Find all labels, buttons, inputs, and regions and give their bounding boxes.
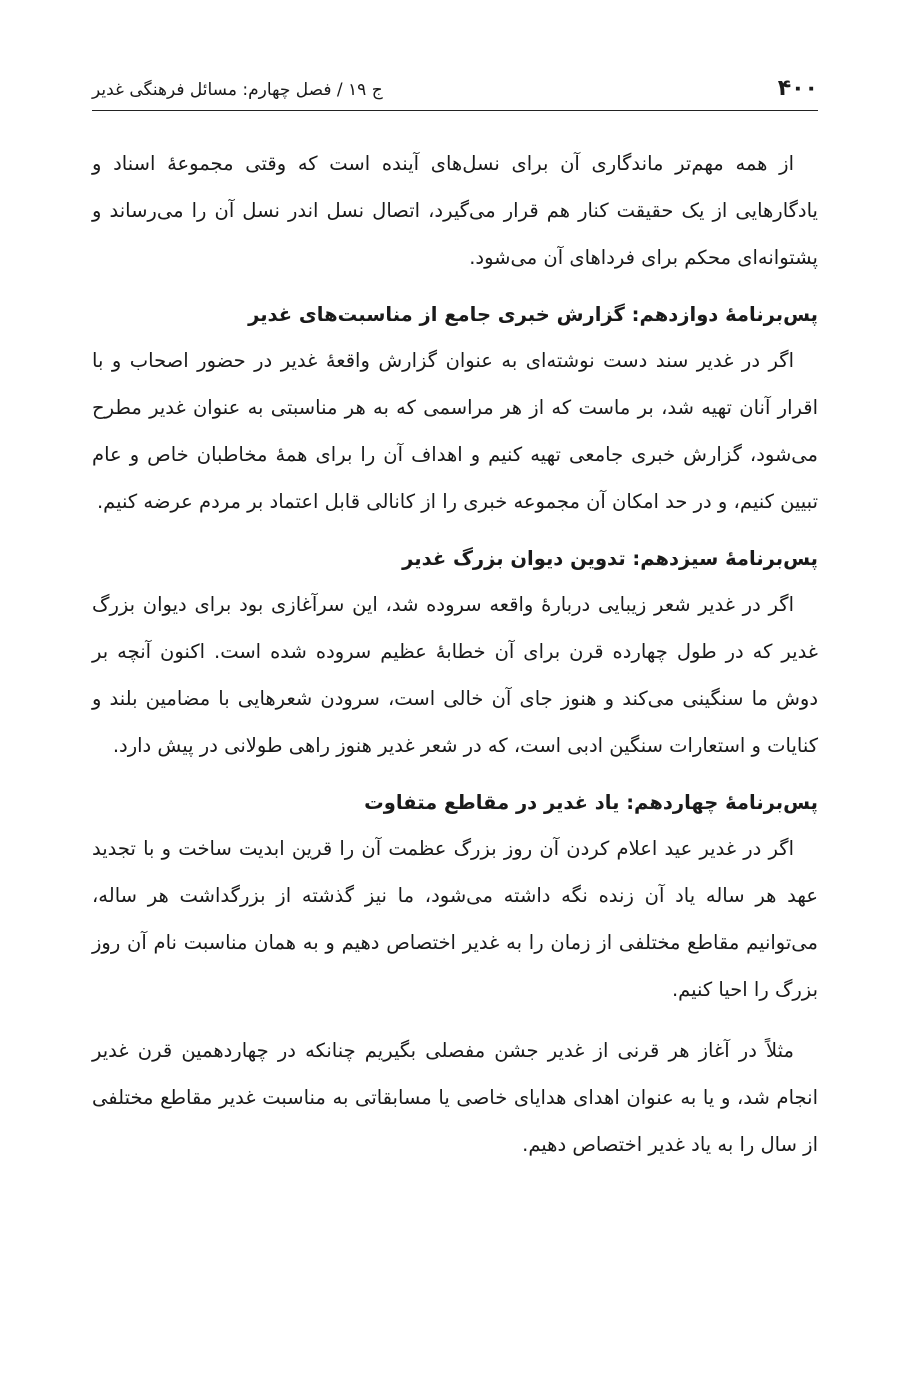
- chapter-title: ج ۱۹ / فصل چهارم: مسائل فرهنگی غدیر: [92, 80, 383, 100]
- running-header: [92, 74, 818, 111]
- section-paragraph-14: اگر در غدیر عید اعلام کردن آن روز بزرگ عظمت آن را قرین ابدیت ساخت و با تجدید عهد هر ساله یاد آن زنده نگه داشته می‌شود، ما نیز گذشته از بزرگداشت هر ساله، می‌توانیم مقاطع مختلفی از زمان را به غدیر اختصاص دهیم و به همان مناسبت نام آن روز بزرگ را احیا کنیم.: [92, 837, 818, 1001]
- section-heading-14: پس‌برنامهٔ چهاردهم: یاد غدیر در مقاطع متفاوت: [364, 791, 818, 814]
- body-text: [92, 140, 818, 1168]
- section-paragraph-12: اگر در غدیر سند دست نوشته‌ای به عنوان گزارش واقعهٔ غدیر در حضور اصحاب و با اقرار آنان تهیه شد، بر ماست که از هر مراسمی که به هر مناسبتی به عنوان غدیر مطرح می‌شود، گزارش خبری جامعی تهیه کنیم و اهداف آن را برای همهٔ مخاطبان خاص و عام تبیین کنیم، و در حد امکان آن مجموعه خبری را از کانالی قابل اعتماد بر مردم عرضه کنیم.: [92, 349, 818, 513]
- section-heading-13: پس‌برنامهٔ سیزدهم: تدوین دیوان بزرگ غدیر: [402, 547, 818, 570]
- intro-paragraph: از همه مهم‌تر ماندگاری آن برای نسل‌های آینده است که وقتی مجموعهٔ اسناد و یادگارهایی از یک حقیقت کنار هم قرار می‌گیرد، اتصال نسل اندر نسل آن را می‌رساند و پشتوانه‌ای محکم برای فرداهای آن می‌شود.: [92, 152, 818, 269]
- section-heading-12: پس‌برنامهٔ دوازدهم: گزارش خبری جامع از مناسبت‌های غدیر: [248, 303, 818, 326]
- page-number: ۴۰۰: [777, 76, 818, 101]
- example-paragraph: مثلاً در آغاز هر قرنی از غدیر جشن مفصلی بگیریم چنانکه در چهاردهمین قرن غدیر انجام شد، و یا به عنوان اهدای هدایای خاصی یا مسابقاتی به مناسبت غدیر مقاطع مختلفی از سال را به یاد غدیر اختصاص دهیم.: [92, 1039, 818, 1156]
- section-paragraph-13: اگر در غدیر شعر زیبایی دربارهٔ واقعه سروده شد، این سرآغازی بود برای دیوان بزرگ غدیر که در طول چهارده قرن برای آن خطابهٔ عظیم سروده شده است. اکنون آنچه بر دوش ما سنگینی می‌کند و هنوز جای آن خالی است، سرودن شعرهایی با مضامین بلند و کنایات و استعارات سنگین ادبی است، که در شعر غدیر هنوز راهی طولانی در پیش دارد.: [92, 593, 818, 757]
